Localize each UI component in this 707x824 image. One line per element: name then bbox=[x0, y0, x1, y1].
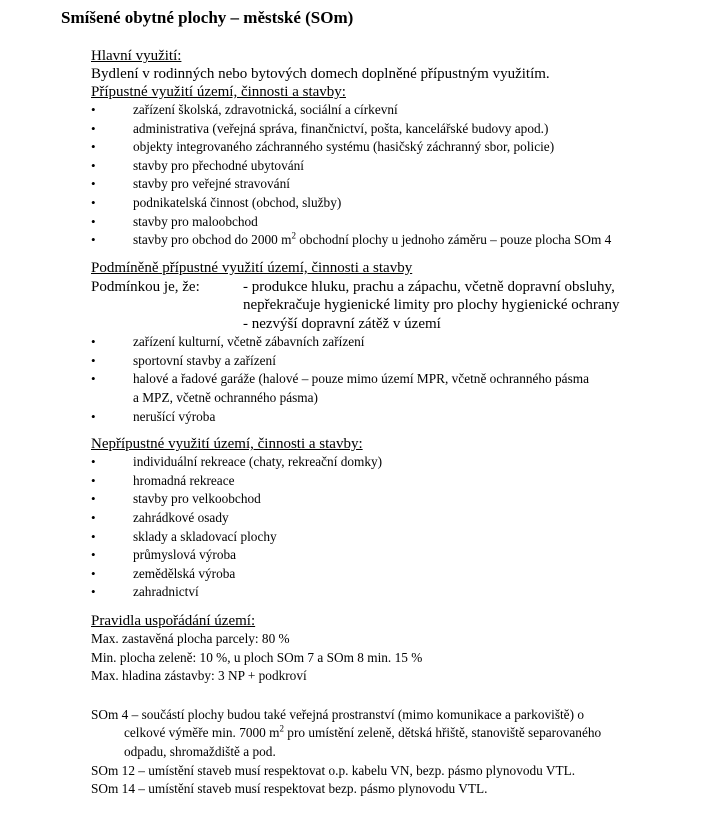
list-item: • nerušící výroba bbox=[91, 408, 691, 427]
list-item: • zahrádkové osady bbox=[91, 509, 691, 528]
note-text: pro umístění zeleně, dětská hřiště, stanoviště separovaného bbox=[283, 725, 602, 741]
note-som4-line: SOm 4 – součástí plochy budou také veřejná prostranství (mimo komunikace a parkoviště) o bbox=[91, 706, 584, 722]
note-text: celkové výměře min. 7000 m bbox=[124, 725, 280, 741]
list-item bbox=[91, 231, 691, 250]
superscript: 2 bbox=[291, 230, 296, 241]
rules-heading: Pravidla uspořádání území: bbox=[91, 612, 256, 629]
list-item: • administrativa (veřejná správa, finančnictví, pošta, kancelářské budovy apod.) bbox=[91, 120, 691, 139]
note-som4-line bbox=[91, 724, 691, 743]
rule-line: Max. zastavěná plocha parcely: 80 % bbox=[91, 630, 290, 646]
list-item: • hromadná rekreace bbox=[91, 472, 691, 491]
permitted-heading: Přípustné využití území, činnosti a stavby: bbox=[91, 84, 346, 100]
note-som12: SOm 12 – umístění staveb musí respektovat o.p. kabelu VN, bezp. pásmo plynovodu VTL. bbox=[91, 762, 576, 778]
list-item: • sklady a skladovací plochy bbox=[91, 528, 691, 547]
list-item-text: obchodní plochy u jednoho záměru – pouze plocha SOm 4 bbox=[295, 232, 612, 248]
superscript: 2 bbox=[279, 723, 284, 734]
conditional-list bbox=[91, 333, 691, 426]
list-item: • stavby pro přechodné ubytování bbox=[91, 157, 691, 176]
note-som4-line: odpadu, shromaždiště a pod. bbox=[124, 743, 276, 759]
prohibited-heading: Nepřípustné využití území, činnosti a stavby: bbox=[91, 436, 363, 453]
list-item: • stavby pro velkoobchod bbox=[91, 490, 691, 509]
notes bbox=[91, 706, 691, 799]
condition-label: Podmínkou je, že: bbox=[91, 278, 200, 295]
list-item-line: a MPZ, včetně ochranného pásma) bbox=[133, 390, 318, 406]
list-item: • individuální rekreace (chaty, rekreační domky) bbox=[91, 453, 691, 472]
page-title: Smíšené obytné plochy – městské (SOm) bbox=[61, 8, 354, 27]
list-item: • stavby pro maloobchod bbox=[91, 213, 691, 232]
main-use-heading: Hlavní využití: bbox=[91, 48, 182, 64]
list-item: • průmyslová výroba bbox=[91, 546, 691, 565]
permitted-list bbox=[91, 101, 691, 250]
conditional-heading: Podmíněně přípustné využití území, činnosti a stavby bbox=[91, 259, 413, 276]
list-item: • zařízení školská, zdravotnická, sociální a církevní bbox=[91, 101, 691, 120]
condition-line: nepřekračuje hygienické limity pro plochy hygienické ochrany bbox=[243, 297, 620, 314]
condition-block bbox=[91, 278, 691, 334]
main-use-text: Bydlení v rodinných nebo bytových domech doplněné přípustným využitím. bbox=[91, 66, 550, 82]
list-item: • objekty integrovaného záchranného systému (hasičský záchranný sbor, policie) bbox=[91, 138, 691, 157]
condition-line: - nezvýší dopravní zátěž v území bbox=[243, 315, 441, 332]
list-item: • sportovní stavby a zařízení bbox=[91, 352, 691, 371]
note-som14: SOm 14 – umístění staveb musí respektovat bezp. pásmo plynovodu VTL. bbox=[91, 781, 488, 797]
list-item: • zahradnictví bbox=[91, 583, 691, 602]
document-body bbox=[91, 47, 691, 799]
list-item: • zemědělská výroba bbox=[91, 565, 691, 584]
prohibited-list bbox=[91, 453, 691, 602]
list-item: • podnikatelská činnost (obchod, služby) bbox=[91, 194, 691, 213]
condition-line: - produkce hluku, prachu a zápachu, včetně dopravní obsluhy, bbox=[243, 278, 615, 295]
list-item-line: • halové a řadové garáže (halové – pouze mimo území MPR, včetně ochranného pásma bbox=[133, 371, 589, 387]
rule-line: Max. hladina zástavby: 3 NP + podkroví bbox=[91, 668, 307, 684]
list-item bbox=[91, 370, 691, 407]
rule-line: Min. plocha zeleně: 10 %, u ploch SOm 7 a SOm 8 min. 15 % bbox=[91, 649, 423, 665]
list-item: • zařízení kulturní, včetně zábavních zařízení bbox=[91, 333, 691, 352]
list-item: • stavby pro veřejné stravování bbox=[91, 175, 691, 194]
condition-lines bbox=[243, 278, 620, 334]
list-item-text: stavby pro obchod do 2000 m bbox=[133, 232, 292, 248]
